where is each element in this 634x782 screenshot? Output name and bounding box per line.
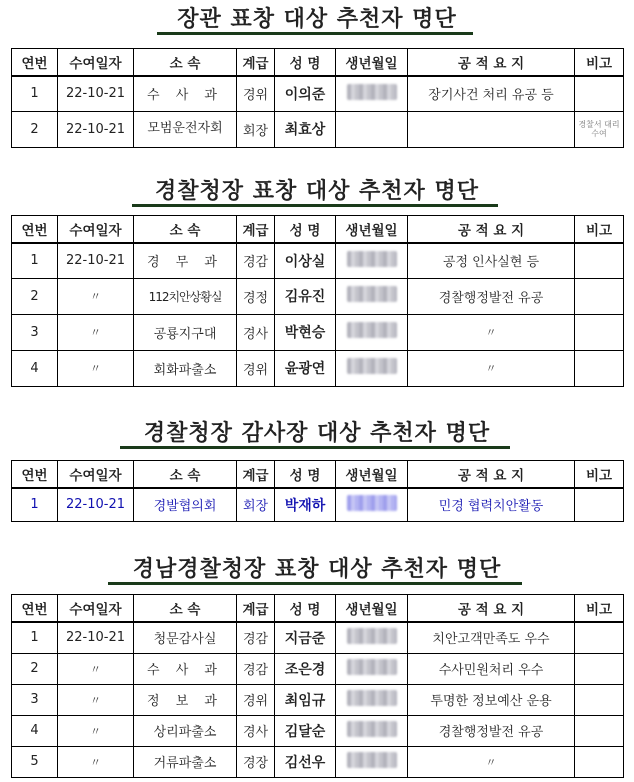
table-row: [12, 622, 624, 653]
cell-rank: 경사: [237, 715, 275, 746]
cell-no: 1: [12, 488, 58, 521]
award-table-police-commissioner: [11, 215, 624, 387]
col-header-rank: 계급: [237, 461, 275, 489]
section-title-gyeongnam: [0, 552, 634, 583]
cell-dept: 청문감사실: [134, 622, 237, 653]
cell-rank: 경감: [237, 653, 275, 684]
col-header-no: 연번: [12, 216, 58, 244]
section-title-police-commissioner: [0, 174, 634, 205]
cell-rank: 경감: [237, 243, 275, 278]
cell-note: [575, 76, 624, 111]
col-header-name: 성 명: [275, 461, 336, 489]
cell-merit: 경찰행정발전 유공: [408, 278, 575, 314]
cell-dept: 112치안상황실: [134, 278, 237, 314]
cell-rank: 회장: [237, 488, 275, 521]
redacted-birthdate: [347, 495, 397, 511]
cell-name: 최효상: [275, 111, 336, 147]
redacted-birthdate: [347, 322, 397, 338]
cell-name: 조은경: [275, 653, 336, 684]
redacted-birthdate: [347, 690, 397, 706]
cell-name: 이의준: [275, 76, 336, 111]
table-row: [12, 488, 624, 521]
award-table-minister: [11, 48, 624, 148]
table-header-row: [12, 595, 624, 623]
cell-birth: [336, 350, 408, 386]
col-header-date: 수여일자: [58, 49, 134, 77]
cell-note: [575, 350, 624, 386]
table-row: [12, 715, 624, 746]
cell-merit: 민경 협력치안활동: [408, 488, 575, 521]
cell-date: 〃: [58, 715, 134, 746]
cell-name: 박현승: [275, 314, 336, 350]
cell-note: [575, 653, 624, 684]
cell-name: 이상실: [275, 243, 336, 278]
col-header-date: 수여일자: [58, 216, 134, 244]
table-row: [12, 278, 624, 314]
cell-name: 최임규: [275, 684, 336, 715]
cell-rank: 경감: [237, 622, 275, 653]
cell-rank: 회장: [237, 111, 275, 147]
cell-no: 1: [12, 243, 58, 278]
cell-birth: [336, 622, 408, 653]
col-header-dept: 소 속: [134, 595, 237, 623]
cell-no: 3: [12, 684, 58, 715]
col-header-name: 성 명: [275, 216, 336, 244]
redacted-birthdate: [347, 628, 397, 644]
cell-date: 22-10-21: [58, 622, 134, 653]
col-header-no: 연번: [12, 49, 58, 77]
cell-date: 〃: [58, 746, 134, 777]
cell-rank: 경위: [237, 684, 275, 715]
title-underline: [132, 204, 498, 207]
cell-birth: [336, 314, 408, 350]
col-header-note: 비고: [575, 461, 624, 489]
cell-dept: 수 사 과: [134, 76, 237, 111]
col-header-note: 비고: [575, 49, 624, 77]
col-header-date: 수여일자: [58, 461, 134, 489]
table-row: [12, 684, 624, 715]
cell-no: 4: [12, 350, 58, 386]
redacted-birthdate: [347, 286, 397, 302]
section-title-minister: [0, 2, 634, 33]
cell-name: 김달순: [275, 715, 336, 746]
cell-name: 지금준: [275, 622, 336, 653]
col-header-rank: 계급: [237, 49, 275, 77]
cell-birth: [336, 278, 408, 314]
cell-name: 김선우: [275, 746, 336, 777]
cell-note: [575, 243, 624, 278]
award-table-gyeongnam: [11, 594, 624, 778]
cell-merit: 〃: [408, 314, 575, 350]
cell-name: 박재하: [275, 488, 336, 521]
cell-birth: [336, 653, 408, 684]
cell-merit: 공정 인사실현 등: [408, 243, 575, 278]
col-header-rank: 계급: [237, 595, 275, 623]
cell-no: 5: [12, 746, 58, 777]
cell-rank: 경위: [237, 350, 275, 386]
cell-merit: 〃: [408, 746, 575, 777]
col-header-note: 비고: [575, 216, 624, 244]
redacted-birthdate: [347, 659, 397, 675]
award-table-appreciation: [11, 460, 624, 522]
cell-birth: [336, 111, 408, 147]
col-header-dept: 소 속: [134, 216, 237, 244]
table-header-row: [12, 49, 624, 77]
col-header-merit: 공 적 요 지: [408, 216, 575, 244]
cell-note: [575, 278, 624, 314]
redacted-birthdate: [347, 251, 397, 267]
redacted-birthdate: [347, 358, 397, 374]
cell-no: 1: [12, 76, 58, 111]
col-header-note: 비고: [575, 595, 624, 623]
table-header-row: [12, 461, 624, 489]
cell-note: [575, 715, 624, 746]
cell-merit: 투명한 정보예산 운용: [408, 684, 575, 715]
cell-note: [575, 684, 624, 715]
cell-dept: 거류파출소: [134, 746, 237, 777]
cell-note: 경찰서 대리수여: [575, 111, 624, 147]
col-header-dept: 소 속: [134, 461, 237, 489]
cell-no: 2: [12, 653, 58, 684]
section-title-text: 장관 표창 대상 추천자 명단: [177, 7, 457, 32]
title-underline: [157, 32, 473, 35]
col-header-merit: 공 적 요 지: [408, 49, 575, 77]
table-row: [12, 350, 624, 386]
cell-rank: 경정: [237, 278, 275, 314]
col-header-dept: 소 속: [134, 49, 237, 77]
cell-dept: 상리파출소: [134, 715, 237, 746]
cell-no: 4: [12, 715, 58, 746]
cell-note: [575, 488, 624, 521]
cell-birth: [336, 715, 408, 746]
cell-date: 〃: [58, 653, 134, 684]
cell-no: 2: [12, 111, 58, 147]
title-underline: [108, 582, 522, 585]
col-header-no: 연번: [12, 461, 58, 489]
table-row: [12, 243, 624, 278]
cell-dept: 정 보 과: [134, 684, 237, 715]
cell-dept: 모범운전자회: [134, 111, 237, 147]
cell-date: 〃: [58, 684, 134, 715]
cell-merit: 장기사건 처리 유공 등: [408, 76, 575, 111]
col-header-merit: 공 적 요 지: [408, 595, 575, 623]
cell-birth: [336, 684, 408, 715]
col-header-merit: 공 적 요 지: [408, 461, 575, 489]
col-header-date: 수여일자: [58, 595, 134, 623]
col-header-name: 성 명: [275, 595, 336, 623]
cell-date: 22-10-21: [58, 488, 134, 521]
cell-no: 3: [12, 314, 58, 350]
cell-merit: 〃: [408, 350, 575, 386]
cell-date: 22-10-21: [58, 76, 134, 111]
col-header-birth: 생년월일: [336, 216, 408, 244]
section-title-text: 경남경찰청장 표창 대상 추천자 명단: [132, 557, 502, 582]
cell-dept: 경 무 과: [134, 243, 237, 278]
section-title-text: 경찰청장 표창 대상 추천자 명단: [155, 179, 479, 204]
cell-date: 〃: [58, 314, 134, 350]
cell-merit: 수사민원처리 우수: [408, 653, 575, 684]
cell-dept: 경발협의회: [134, 488, 237, 521]
cell-merit: 치안고객만족도 우수: [408, 622, 575, 653]
cell-name: 윤광연: [275, 350, 336, 386]
col-header-no: 연번: [12, 595, 58, 623]
table-row: [12, 746, 624, 777]
cell-date: 〃: [58, 350, 134, 386]
cell-birth: [336, 76, 408, 111]
cell-date: 22-10-21: [58, 243, 134, 278]
cell-rank: 경사: [237, 314, 275, 350]
table-row: [12, 111, 624, 147]
col-header-name: 성 명: [275, 49, 336, 77]
col-header-birth: 생년월일: [336, 461, 408, 489]
cell-dept: 수 사 과: [134, 653, 237, 684]
table-header-row: [12, 216, 624, 244]
redacted-birthdate: [347, 84, 397, 100]
cell-note: [575, 314, 624, 350]
cell-note: [575, 746, 624, 777]
cell-birth: [336, 243, 408, 278]
section-title-appreciation: [0, 416, 634, 447]
cell-dept: 회화파출소: [134, 350, 237, 386]
cell-date: 22-10-21: [58, 111, 134, 147]
cell-dept: 공룡지구대: [134, 314, 237, 350]
cell-no: 1: [12, 622, 58, 653]
cell-merit: [408, 111, 575, 147]
col-header-rank: 계급: [237, 216, 275, 244]
col-header-birth: 생년월일: [336, 49, 408, 77]
cell-birth: [336, 488, 408, 521]
table-row: [12, 653, 624, 684]
cell-rank: 경장: [237, 746, 275, 777]
table-row: [12, 76, 624, 111]
cell-birth: [336, 746, 408, 777]
cell-merit: 경찰행정발전 유공: [408, 715, 575, 746]
table-row: [12, 314, 624, 350]
cell-date: 〃: [58, 278, 134, 314]
cell-rank: 경위: [237, 76, 275, 111]
cell-note: [575, 622, 624, 653]
col-header-birth: 생년월일: [336, 595, 408, 623]
cell-name: 김유진: [275, 278, 336, 314]
section-title-text: 경찰청장 감사장 대상 추천자 명단: [143, 421, 491, 446]
redacted-birthdate: [347, 752, 397, 768]
cell-no: 2: [12, 278, 58, 314]
title-underline: [120, 446, 510, 449]
redacted-birthdate: [347, 721, 397, 737]
